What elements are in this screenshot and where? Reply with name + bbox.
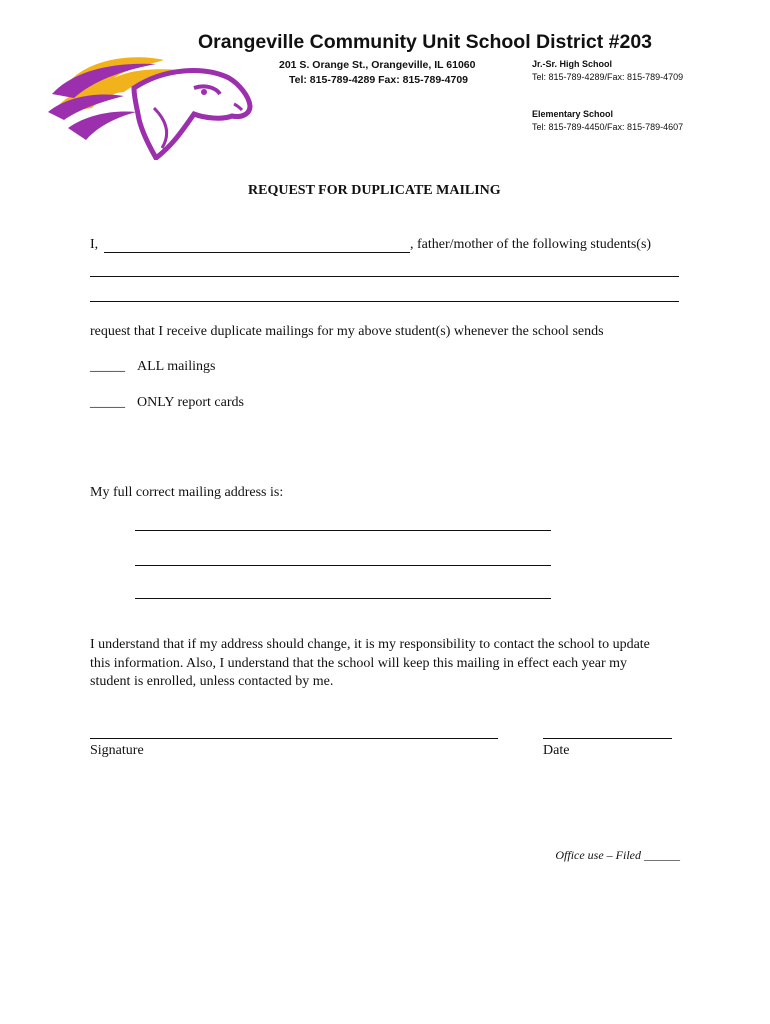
bronco-mascot-icon [44, 48, 254, 160]
elementary-phone: Tel: 815-789-4450/Fax: 815-789-4607 [532, 122, 684, 132]
signature-field[interactable] [90, 738, 498, 739]
district-name: Orangeville Community Unit School District #203 [198, 31, 653, 53]
name-prefix: I, [90, 237, 99, 252]
jr-sr-high-phone: Tel: 815-789-4289/Fax: 815-789-4709 [532, 72, 684, 82]
date-label: Date [543, 743, 570, 758]
option-all-label: ALL mailings [137, 359, 216, 374]
address-line-3[interactable] [135, 598, 551, 599]
elementary-name: Elementary School [532, 109, 614, 119]
form-title: REQUEST FOR DUPLICATE MAILING [248, 183, 501, 198]
option-report-label: ONLY report cards [137, 395, 244, 410]
acknowledgement-paragraph: I understand that if my address should change, it is my responsibility to contact the school to update this information. Also, I understand that the school will keep this mailing in effect each year my student is enrolled, unless contacted by me. [90, 637, 650, 689]
address-line-1[interactable] [135, 530, 551, 531]
request-text: request that I receive duplicate mailings for my above student(s) whenever the school sends [90, 324, 604, 339]
district-address: 201 S. Orange St., Orangeville, IL 61060 [279, 59, 476, 71]
option-report-blank[interactable]: _____ [90, 395, 125, 410]
name-suffix: , father/mother of the following students(s) [410, 237, 652, 252]
students-line-2[interactable] [90, 301, 679, 302]
office-use-note: Office use – Filed ______ [555, 848, 680, 862]
district-phone: Tel: 815-789-4289 Fax: 815-789-4709 [289, 74, 469, 86]
address-line-2[interactable] [135, 565, 551, 566]
jr-sr-high-name: Jr.-Sr. High School [532, 59, 613, 69]
date-field[interactable] [543, 738, 672, 739]
parent-name-field[interactable] [104, 252, 410, 253]
option-all-blank[interactable]: _____ [90, 359, 125, 374]
address-label: My full correct mailing address is: [90, 485, 284, 500]
signature-label: Signature [90, 743, 144, 758]
students-line-1[interactable] [90, 276, 679, 277]
